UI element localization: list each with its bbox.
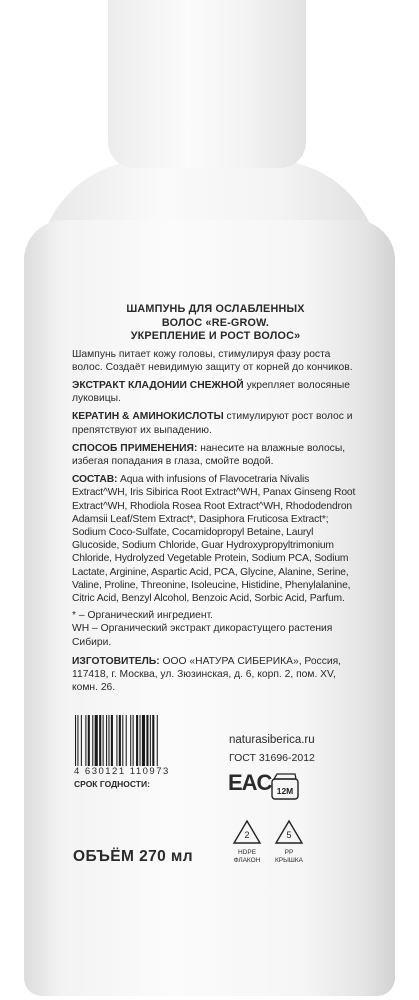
gost-standard: ГОСТ 31696-2012 <box>229 752 315 764</box>
ingredient-desc: укрепляет волосяные луковицы. <box>72 379 351 405</box>
barcode-bar <box>106 715 107 766</box>
product-label <box>72 303 359 699</box>
usage-paragraph <box>72 442 359 468</box>
maker-heading: ИЗГОТОВИТЕЛЬ: <box>72 655 160 667</box>
recycle-triangle-icon <box>273 818 305 846</box>
ingredient-name: ЭКСТРАКТ КЛАДОНИИ СНЕЖНОЙ <box>72 379 244 391</box>
recycle-part: ФЛАКОН <box>233 857 261 864</box>
recycle-number: 2 <box>244 830 250 840</box>
barcode-bar <box>133 715 134 766</box>
title-line: УКРЕПЛЕНИЕ И РОСТ ВОЛОС» <box>130 330 301 342</box>
barcode-bar <box>103 715 104 766</box>
eac-mark: EAC <box>228 770 272 795</box>
footnote-wild: WH – Органический экстракт дикорастущего растения Сибири. <box>72 623 333 648</box>
barcode-bar <box>92 715 93 766</box>
barcode-bar <box>99 715 101 766</box>
barcode-bar <box>146 715 148 766</box>
barcode-bar <box>88 715 90 766</box>
composition-paragraph <box>72 473 359 605</box>
volume-label: ОБЪЁМ 270 мл <box>73 848 193 865</box>
composition-heading: СОСТАВ: <box>72 474 118 486</box>
recycle-number: 5 <box>286 830 292 840</box>
usage-heading: СПОСОБ ПРИМЕНЕНИЯ: <box>72 442 198 454</box>
ingredient-paragraph <box>72 410 359 436</box>
barcode-bar <box>142 715 145 766</box>
barcode-bar <box>111 715 113 766</box>
footnote-organic: * – Органический ингредиент. <box>72 610 214 622</box>
ingredient-paragraph <box>72 379 359 405</box>
barcode-bar <box>136 715 138 766</box>
pao-jar-icon <box>268 770 302 807</box>
recycle-triangle-icon <box>231 818 263 846</box>
barcode-digits: 4 630121 110973 <box>74 766 170 777</box>
barcode-bar <box>130 715 131 766</box>
website: naturasiberica.ru <box>229 734 315 746</box>
ingredient-name: КЕРАТИН & АМИНОКИСЛОТЫ <box>72 411 224 423</box>
barcode <box>73 714 189 767</box>
maker-paragraph <box>72 655 359 695</box>
ingredient-desc: стимулируют рост волос и препятствуют их выпадению. <box>72 411 353 436</box>
bottle-cap <box>108 0 306 168</box>
barcode-bar <box>85 715 86 766</box>
recycle-hdpe <box>224 818 270 865</box>
barcode-bar <box>77 715 78 766</box>
recycle-code: HDPE <box>237 849 257 856</box>
expiry-label: СРОК ГОДНОСТИ: <box>74 779 150 789</box>
barcode-bar <box>108 715 109 766</box>
barcode-bar <box>119 715 121 766</box>
product-title <box>72 303 359 344</box>
barcode-bar <box>140 715 141 766</box>
barcode-bar <box>116 715 117 766</box>
recycle-pp <box>266 818 312 865</box>
pao-value: 12M <box>276 786 294 796</box>
barcode-bar <box>150 715 151 766</box>
title-line: ШАМПУНЬ ДЛЯ ОСЛАБЛЕННЫХ <box>126 303 305 315</box>
composition-text: Aqua with infusions of Flavocetraria Nivalis Extract^WH, Iris Sibirica Root Extract^WH, Panax Ginseng Root Extract^WH, Rhodiola Rosea Root Extract^WH, Rhododendron Adamsii Leaf/Stem Extract*, Dasiphora Fruticosa Extract*; Sodium Coco-Sulfate, Cocamidopropyl Betaine, Lauryl Glucoside, Sodium Chloride, Guar Hydroxypropyltrimonium Chloride, Hydrolyzed Vegetable Protein, Sodium PCA, Sodium Lactate, Arginine, Aspartic Acid, PCA, Glycine, Alanine, Serine, Valine, Proline, Threonine, Isoleucine, Histidine, Phenylalanine, Citric Acid, Benzyl Alcohol, Benzoic Acid, Sorbic Acid, Parfum. <box>72 474 356 604</box>
recycle-code: PP <box>284 849 294 856</box>
barcode-bar <box>95 715 98 766</box>
intro-text: Шампунь питает кожу головы, стимулируя фазу роста волос. Создаёт невидимую защиту от корней до кончиков. <box>72 348 353 373</box>
maker-text: ООО «НАТУРА СИБЕРИКА», Россия, 117418, г. Москва, ул. Зюзинская, д. 6, корп. 2, пом. XV, комн. 26. <box>72 655 342 694</box>
barcode-bar <box>81 715 82 766</box>
usage-text: нанесите на влажные волосы, избегая попадания в глаза, смойте водой. <box>72 442 346 467</box>
title-line: ВОЛОС «RE-GROW. <box>161 316 270 329</box>
barcode-bar <box>75 715 76 766</box>
barcode-bar <box>157 715 158 766</box>
barcode-bar <box>126 715 127 766</box>
barcode-bar <box>122 715 123 766</box>
recycle-part: КРЫШКА <box>275 857 303 864</box>
barcode-bar <box>152 715 154 766</box>
